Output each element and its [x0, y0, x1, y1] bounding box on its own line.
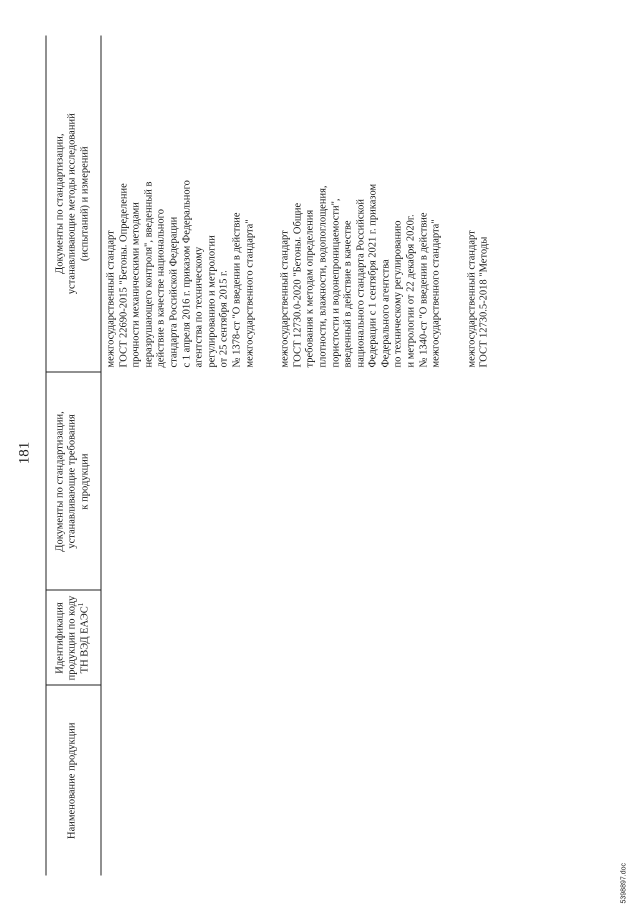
header-product-id	[46, 590, 101, 685]
standard-line: прочности механическими методами	[130, 201, 142, 367]
header-product-id-line: Идентификация	[53, 601, 65, 674]
header-requirement-docs-line: Документы по стандартизации,	[53, 410, 65, 552]
header-requirement-docs-line: устанавливающие требования	[66, 413, 78, 549]
standard-line: № 1340-ст "О введении в действие	[417, 211, 429, 367]
standards-table	[45, 35, 518, 875]
document-file-code: 5398897.doc	[620, 862, 627, 903]
standard-line: ГОСТ 12730.5-2018 "Методы	[478, 236, 490, 367]
standard-line: № 1378-ст "О введении в действие	[230, 211, 242, 367]
header-method-docs-line: (испытаний) и измерений	[78, 145, 90, 261]
table-row	[101, 35, 519, 875]
standard-line: межгосударственного стандарта"	[243, 218, 255, 367]
standard-line: регулированию и метрологии	[205, 234, 217, 367]
header-product-id-text: ТН ВЭД ЕАЭС	[78, 605, 90, 673]
standard-entry	[105, 40, 256, 367]
standard-line: введенный в действие в качестве	[342, 219, 354, 367]
cell-requirement-docs	[101, 372, 519, 590]
standard-line: пористости и водонепроницаемости",	[329, 197, 341, 367]
header-requirement-docs-line: к продукции	[78, 452, 90, 510]
standard-line: Федерального агентства	[379, 258, 391, 367]
standard-line: агентства по техническому	[193, 246, 205, 367]
standard-line: межгосударственный стандарт	[105, 229, 116, 367]
page-number: 181	[16, 441, 32, 464]
header-product-id-line: продукции по коду	[66, 595, 78, 680]
standard-line: и метрологии от 22 декабря 2020г.	[405, 213, 417, 367]
cell-product-name	[101, 685, 519, 875]
header-product-id-line	[76, 595, 92, 681]
standard-entry	[279, 40, 443, 367]
standard-line: ГОСТ 12730.0-2020 "Бетоны. Общие	[291, 202, 303, 367]
standard-line: по техническому регулированию	[392, 219, 404, 367]
standard-line: межгосударственный стандарт	[279, 229, 291, 367]
header-method-docs-line: устанавливающие методы исследований	[66, 112, 78, 294]
standard-line: с 1 апреля 2016 г. приказом Федерального	[180, 179, 192, 367]
standard-line: требования к методам определения	[304, 209, 316, 367]
header-method-docs-line: Документы по стандартизации,	[53, 133, 65, 274]
standard-line: от 25 сентября 2015 г.	[218, 269, 230, 367]
standard-line: ГОСТ 22690-2015 "Бетоны. Определение	[117, 182, 129, 367]
standard-line: Федерации с 1 сентября 2021 г. приказом	[367, 183, 379, 367]
table-header-row	[46, 35, 101, 875]
standard-line: межгосударственного стандарта"	[430, 218, 442, 367]
standard-line: стандарта Российской Федерации	[167, 216, 179, 367]
cell-product-id	[101, 590, 519, 685]
standard-line: неразрушающего контроля", введенный в	[142, 181, 154, 367]
standard-line: национального стандарта Российской	[354, 198, 366, 367]
standard-entry	[466, 40, 491, 367]
header-method-docs	[46, 35, 101, 372]
footnote-marker: 1	[76, 602, 85, 606]
header-requirement-docs	[46, 372, 101, 590]
standard-line: плотности, влажности, водопоглощения,	[316, 184, 328, 367]
cell-method-docs	[101, 35, 519, 372]
header-product-name: Наименование продукции	[46, 685, 101, 875]
standard-line: межгосударственный стандарт	[465, 229, 477, 367]
standard-line: действие в качестве национального	[155, 208, 167, 367]
